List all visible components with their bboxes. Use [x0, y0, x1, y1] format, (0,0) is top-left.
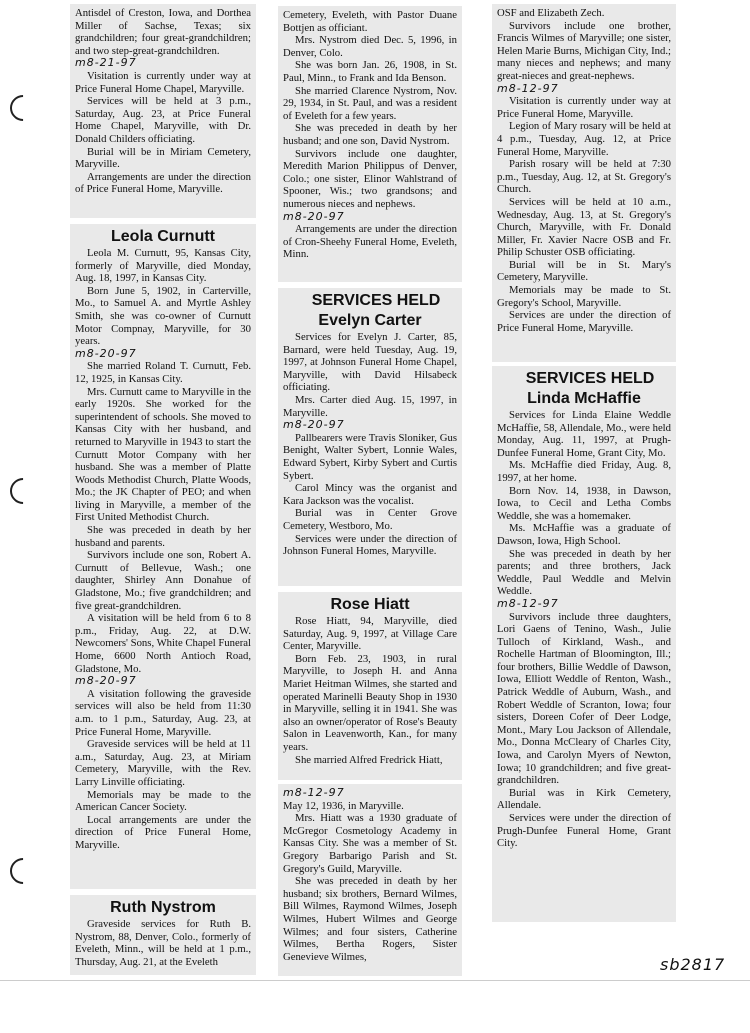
clipping-nystrom-cont [278, 6, 462, 282]
handwritten-note: m8-20-97 [283, 209, 345, 223]
paragraph: Services were under the direction of Johnson Funeral Homes, Maryville. [283, 532, 457, 558]
paragraph: Antisdel of Creston, Iowa, and Dorthea Miller of Sachse, Texas; six grandchildren; four great-grandchildren; and two step-great-grandchildren. [75, 7, 251, 57]
paragraph: Mrs. Nystrom died Dec. 5, 1996, in Denver, Colo. [283, 34, 457, 59]
paragraph: Carol Mincy was the organist and Kara Jackson was the vocalist. [283, 482, 457, 507]
binder-hole [5, 473, 42, 510]
paragraph: Survivors include three daughters, Lori Gaens of Tenino, Wash., Julie Tulloch of Kirkland, Wash., and Rochelle Hartman of Bloomington, Ill.; four brothers, Billie Weddle of Dawson, Iowa, Elliott Weddle of Renton, Wash., Patrick Weddle of Auburn, Wash., and Robert Weddle of Scranton, Iowa; four sisters, Doreen Cofer of Deer Lodge, Mont., Mary Lou Jackson of Allendale, Mo., Donna McCleary of Charles City, Iowa, and Carolyn Myers of Newton, Iowa; 10 grandchildren; and five great-grandchildren. [497, 610, 671, 787]
paragraph: Survivors include one daughter, Meredith Marion Philippus of Denver, Colo.; one sister, Elinor Wahlstrand of Spooner, Wis.; two grandsons; and numerous nieces and nephews. [283, 147, 457, 210]
paragraph: Services for Linda Elaine Weddle McHaffie, 58, Allendale, Mo., were held Monday, Aug. 11, 1997, at Prugh-Dunfee Funeral Home, Grant City, Mo. [497, 409, 671, 459]
handwritten-note: m8-20-97 [75, 346, 137, 360]
paragraph: Mrs. Curnutt came to Maryville in the early 1920s. She worked for the superintendent of schools. She moved to Kansas City with her husband, and returned to Maryville in 1943 to start the Curnutt Motor Company with her husband. She was a member of Platte Woods Methodist Church, Platte Woods, Mo.; the JK Chapter of PEO; and when living in Maryville, a member of the First United Methodist Church. [75, 385, 251, 524]
paragraph: Mrs. Hiatt was a 1930 graduate of McGregor Cosmetology Academy in Kansas City. She was a member of St. Gregory Barbarigo Parish and St. Gregory's Guild, Maryville. [283, 812, 457, 875]
paragraph: Pallbearers were Travis Sloniker, Gus Benight, Walter Sybert, Lonnie Wales, Edward Sybert, Kirby Sybert and Curtis Sybert. [283, 431, 457, 482]
paragraph: Leola M. Curnutt, 95, Kansas City, formerly of Maryville, died Monday, Aug. 18, 1997, in Kansas City. [75, 247, 251, 285]
paragraph: May 12, 1936, in Maryville. [283, 799, 404, 812]
paragraph: She married Clarence Nystrom, Nov. 29, 1934, in St. Paul, and was a resident of Eveleth for a few years. [283, 84, 457, 122]
paragraph: Visitation is currently under way at Price Funeral Home, Maryville. [497, 95, 671, 120]
clipping-mchaffie [492, 366, 676, 922]
paragraph: Local arrangements are under the direction of Price Funeral Home, Maryville. [75, 813, 251, 851]
paragraph: Arrangements are under the direction of Price Funeral Home, Maryville. [75, 170, 251, 196]
handwritten-note: m8-12-97 [283, 786, 345, 799]
paragraph: Burial was in Center Grove Cemetery, Westboro, Mo. [283, 507, 457, 532]
paragraph: Memorials may be made to the American Cancer Society. [75, 788, 251, 814]
clipping-carter [278, 288, 462, 586]
paragraph: Born Feb. 23, 1903, in rural Maryville, to Joseph H. and Anna Mariet Heitman Wilmes, she started and operated Marinelli Beauty Shop in 1930 in Maryville, selling it in 1941. She was also an owner/operator of Rose's Beauty Salon in Leavenworth, Kan., for many years. [283, 652, 457, 753]
corner-handwritten-note: sb2817 [660, 955, 726, 974]
paragraph: Born June 5, 1902, in Carterville, Mo., to Samuel A. and Myrtle Ashley Smith, she was co-owner of Curnutt Motor Compnay, Maryville, for 30 years. [75, 284, 251, 348]
clipping-col1-top [70, 4, 256, 218]
clipping-nystrom-start [70, 895, 256, 975]
paragraph: She was born Jan. 26, 1908, in St. Paul, Minn., to Frank and Ida Benson. [283, 59, 457, 84]
page-edge-line [0, 980, 750, 981]
paragraph: Born Nov. 14, 1938, in Dawson, Iowa, to Cecil and Letha Combs Weddle, she was a homemaker. [497, 484, 671, 522]
paragraph: A visitation following the graveside services will also be held from 11:30 a.m. to 1 p.m., Saturday, Aug. 23, at Price Funeral Home, Maryville. [75, 687, 251, 738]
paragraph: Cemetery, Eveleth, with Pastor Duane Bottjen as officiant. [283, 9, 457, 34]
paragraph: Mrs. Carter died Aug. 15, 1997, in Maryville. [283, 393, 457, 419]
paragraph: She was preceded in death by her husband; and one son, David Nystrom. [283, 122, 457, 147]
paragraph: Parish rosary will be held at 7:30 p.m., Tuesday, Aug. 12, at St. Gregory's Church. [497, 158, 671, 196]
paragraph: She was preceded in death by her husband; six brothers, Bernard Wilmes, Bill Wilmes, Raymond Wilmes, Joseph Wilmes, Hubert Wilmes and George Wilmes; and four sisters, Catherine Wilmes, Bertha Rogers, Sister Genevieve Wilmes, [283, 875, 457, 963]
paragraph: Rose Hiatt, 94, Maryville, died Saturday, Aug. 9, 1997, at Village Care Center, Maryville. [283, 615, 457, 653]
obituary-title: Leola Curnutt [111, 228, 215, 245]
obituary-title: Evelyn Carter [318, 312, 422, 329]
handwritten-note: m8-12-97 [497, 81, 559, 95]
paragraph: Services will be held at 10 a.m., Wednesday, Aug. 13, at St. Gregory's Church, Maryville, with Fr. Donald Miller, Fr. Xavier Nacre OSB and Fr. Philip Schuster OSB officiating. [497, 195, 671, 259]
binder-hole [5, 90, 42, 127]
paragraph: Graveside services for Ruth B. Nystrom, 88, Denver, Colo., formerly of Eveleth, Minn., will be held at 1 p.m., Thursday, Aug. 21, at the Eveleth [75, 918, 251, 968]
handwritten-note: m8-20-97 [75, 674, 137, 688]
paragraph: She married Alfred Fredrick Hiatt, [295, 753, 443, 766]
clipping-col3-top [492, 4, 676, 362]
paragraph: She married Roland T. Curnutt, Feb. 12, 1925, in Kansas City. [75, 360, 251, 385]
paragraph: Burial will be in St. Mary's Cemetery, Maryville. [497, 258, 671, 284]
handwritten-note: m8-20-97 [283, 418, 345, 432]
paragraph: She was preceded in death by her husband and parents. [75, 524, 251, 549]
binder-hole [5, 853, 42, 890]
paragraph: Services will be held at 3 p.m., Saturday, Aug. 23, at Price Funeral Home Chapel, Maryville, with Dr. Donald Childers officiating. [75, 95, 251, 145]
paragraph: She was preceded in death by her parents; and three brothers, Jack Weddle, Paul Weddle and Melvin Weddle. [497, 547, 671, 598]
section-heading: SERVICES HELD [525, 370, 655, 387]
paragraph: Survivors include one son, Robert A. Curnutt of Bellevue, Wash.; one daughter, Shirley Ann Donahue of Gladstone, Mo.; five grandchildren; and five great-grandchildren. [75, 549, 251, 612]
handwritten-note: m8-12-97 [497, 596, 559, 610]
obituary-title: Linda McHaffie [527, 390, 641, 407]
paragraph: A visitation will be held from 6 to 8 p.m., Friday, Aug. 22, at D.W. Newcomers' Sons, White Chapel Funeral Home, 6600 North Antioch Road, Gladstone, Mo. [75, 612, 251, 675]
clipping-hiatt [278, 592, 462, 780]
obituary-title: Ruth Nystrom [110, 899, 216, 916]
paragraph: Ms. McHaffie died Friday, Aug. 8, 1997, at her home. [497, 459, 671, 484]
paragraph: Burial will be in Miriam Cemetery, Maryville. [75, 145, 251, 171]
paragraph: Legion of Mary rosary will be held at 4 p.m., Tuesday, Aug. 12, at Price Funeral Home, Maryville. [497, 120, 671, 158]
paragraph: Arrangements are under the direction of Cron-Sheehy Funeral Home, Eveleth, Minn. [283, 223, 457, 261]
obituary-title: Rose Hiatt [330, 596, 410, 613]
paragraph: Services were under the direction of Prugh-Dunfee Funeral Home, Grant City. [497, 812, 671, 850]
clipping-curnutt [70, 224, 256, 889]
paragraph: Ms. McHaffie was a graduate of Dawson, Iowa, High School. [497, 522, 671, 547]
clipping-hiatt-cont [278, 784, 462, 976]
paragraph: Survivors include one brother, Francis Wilmes of Maryville; one sister, Helen Marie Burns, Michigan City, Ind.; many nieces and nephews; and many great-nieces and great-nephews. [497, 19, 671, 82]
paragraph: Services are under the direction of Price Funeral Home, Maryville. [497, 309, 671, 334]
paragraph: Memorials may be made to St. Gregory's School, Maryville. [497, 284, 671, 309]
handwritten-note: m8-21-97 [75, 56, 137, 70]
paragraph: Graveside services will be held at 11 a.m., Saturday, Aug. 23, at Miriam Cemetery, Maryville, with the Rev. Larry Linville officiating. [75, 738, 251, 788]
section-heading: SERVICES HELD [311, 292, 441, 309]
paragraph: Burial was in Kirk Cemetery, Allendale. [497, 786, 671, 812]
paragraph: OSF and Elizabeth Zech. [497, 7, 605, 19]
paragraph: Visitation is currently under way at Price Funeral Home Chapel, Maryville. [75, 69, 251, 95]
paragraph: Services for Evelyn J. Carter, 85, Barnard, were held Tuesday, Aug. 19, 1997, at Johnson Funeral Home Chapel, Maryville, with David Hilsabeck officiating. [283, 331, 457, 394]
